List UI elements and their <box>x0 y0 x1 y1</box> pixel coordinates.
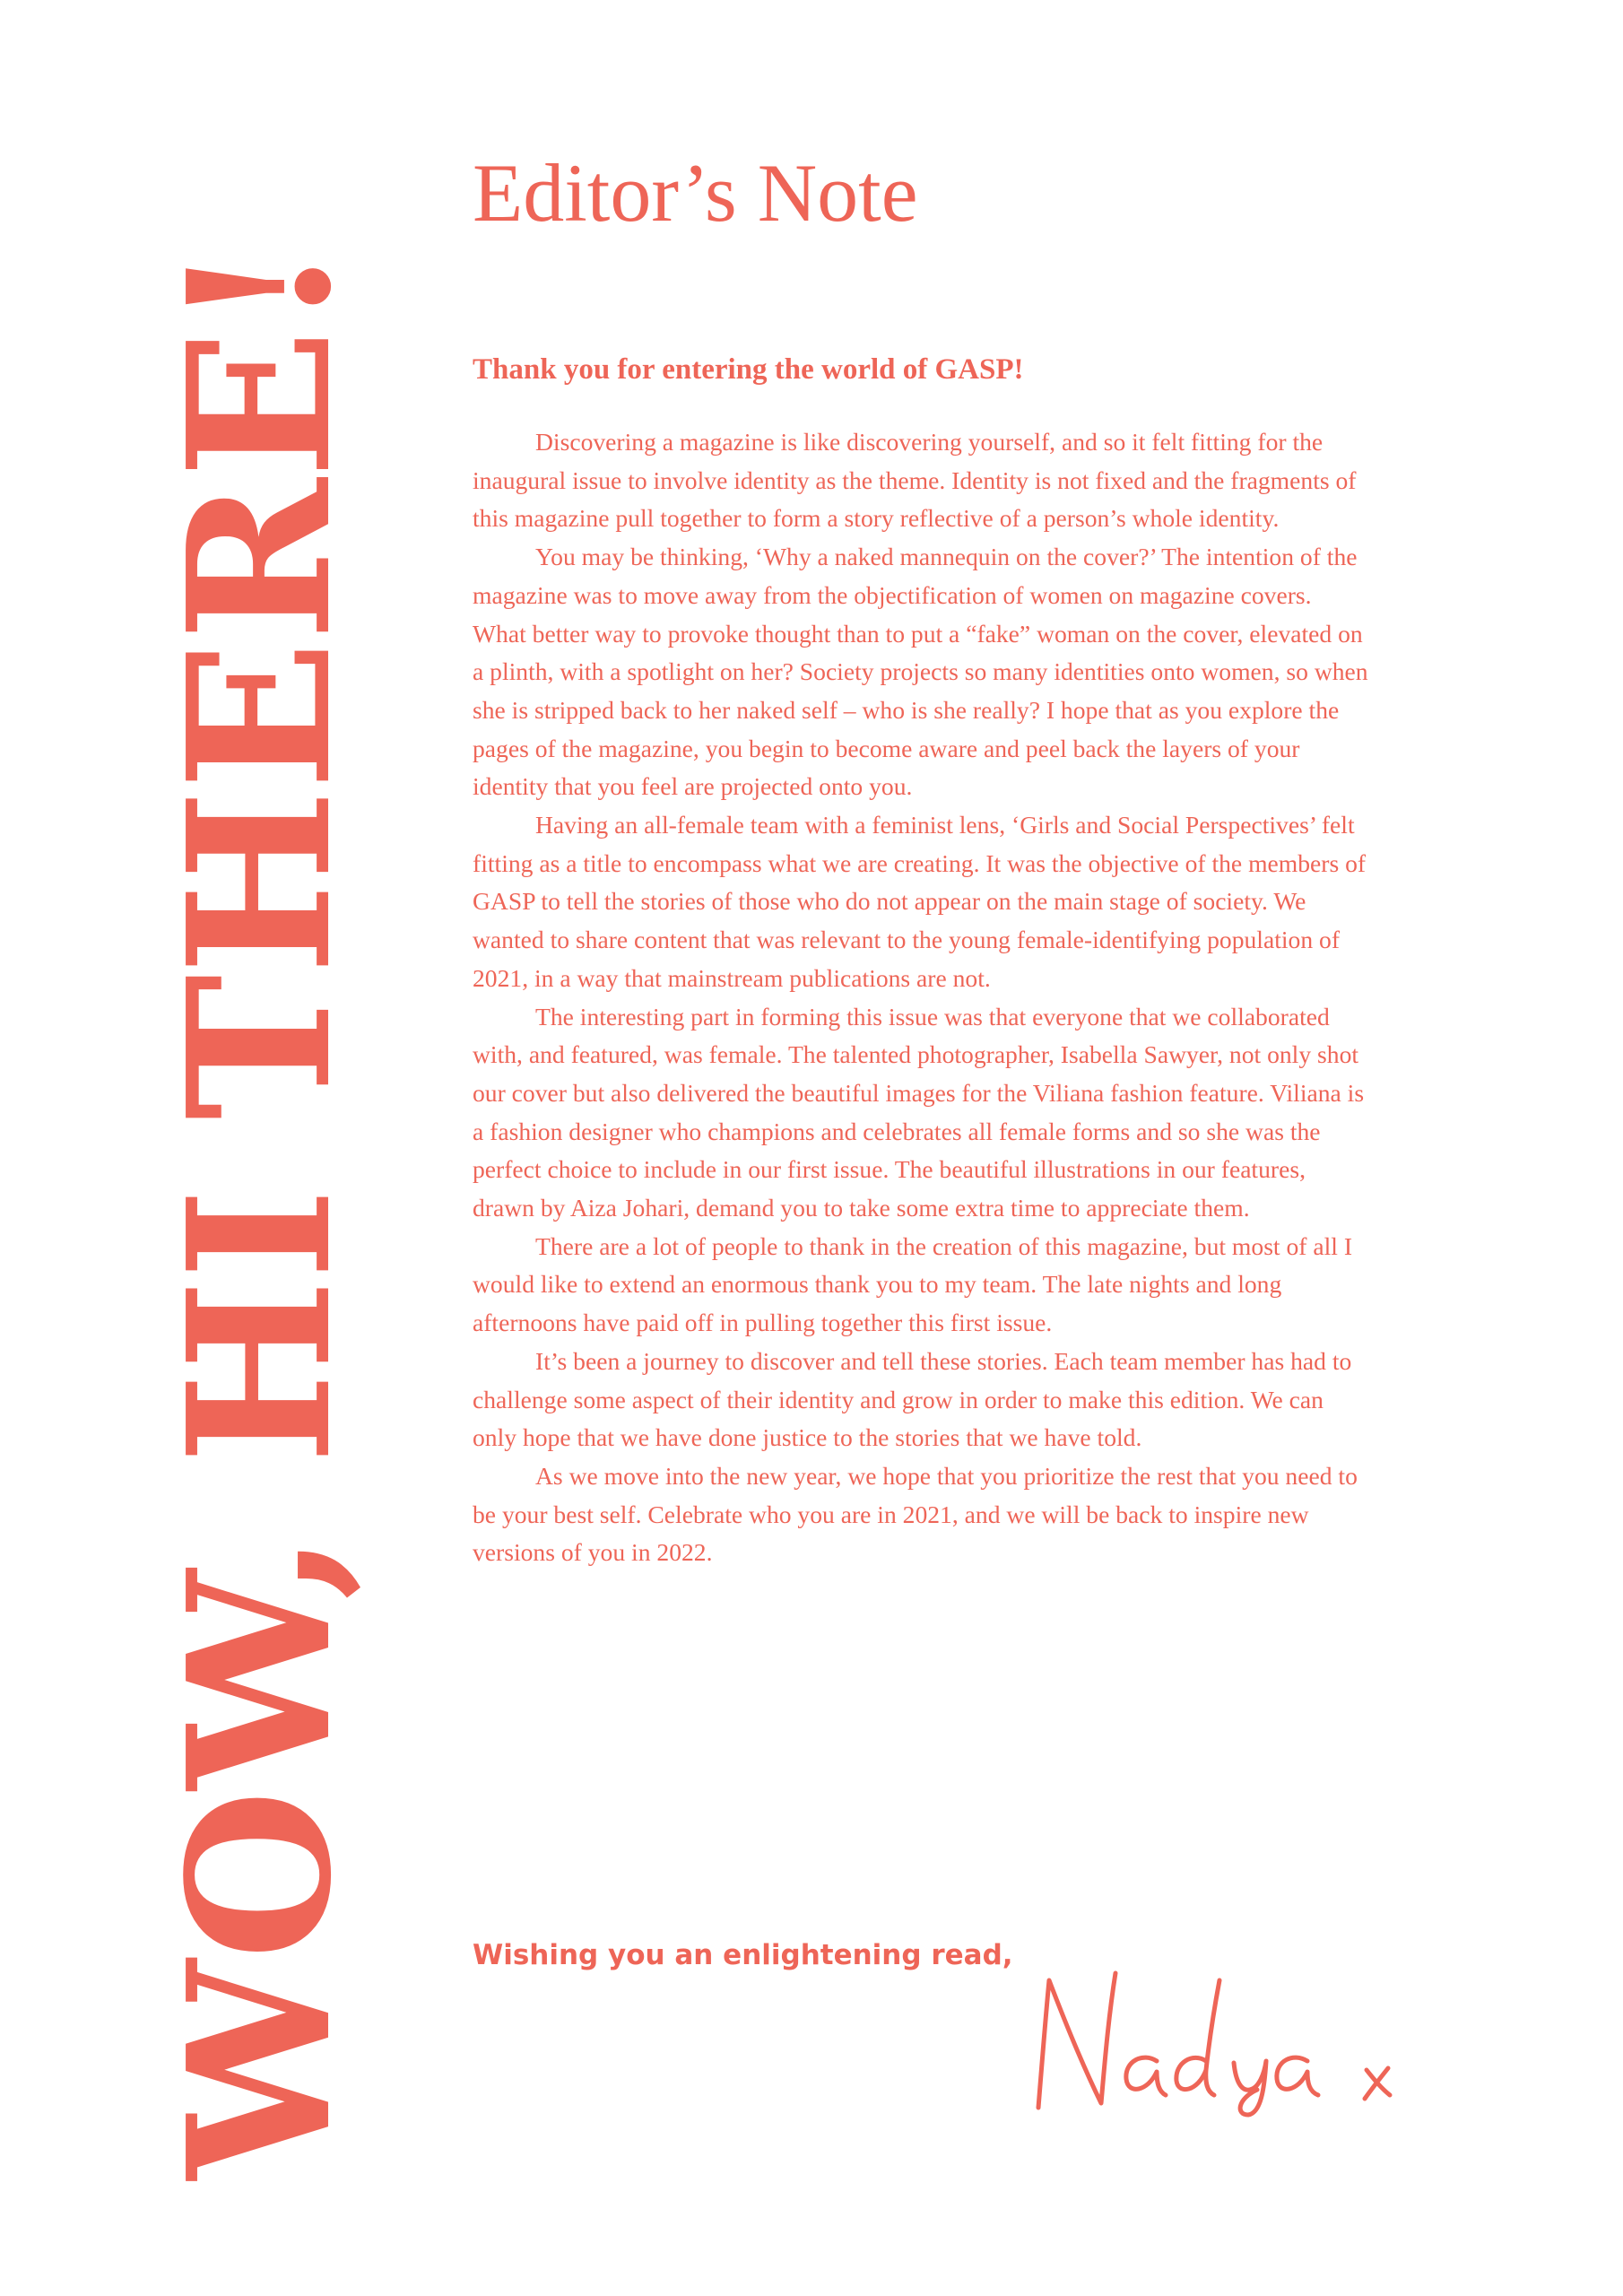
signature-graphic <box>1022 1955 1417 2117</box>
closing-line: Wishing you an enlightening read, <box>473 1939 1013 1971</box>
paragraph: It’s been a journey to discover and tell these stories. Each team member has had to challenge some aspect of their identity and grow in order to make this edition. We can only hope that we have done justice to the stories that we have told. <box>473 1346 1352 1452</box>
signature <box>1022 1955 1417 2117</box>
paragraph: You may be thinking, ‘Why a naked mannequin on the cover?’ The intention of the magazine was to move away from the objectification of women on magazine covers. What better way to provoke thought than to put a “fake” woman on the cover, elevated on a plinth, with a spotlight on her? Society projects so many identities onto women, so when she is stripped back to her naked self – who is she really? I hope that as you explore the pages of the magazine, you begin to become aware and peel back the layers of your identity that you feel are projected onto you. <box>473 543 1368 801</box>
paragraph: Having an all-female team with a feminist lens, ‘Girls and Social Perspectives’ felt fitting as a title to encompass what we are creating. It was the objective of the members of GASP to tell the stories of those who do not appear on the main stage of society. We wanted to share content that was relevant to the young female-identifying population of 2021, in a way that mainstream publications are not. <box>473 811 1367 992</box>
paragraph: Discovering a magazine is like discovering yourself, and so it felt fitting for the inaugural issue to involve identity as the theme. Identity is not fixed and the fragments of this magazine pull together to form a story reflective of a person’s whole identity. <box>473 428 1357 533</box>
body-text <box>473 423 1369 1572</box>
editors-note-column <box>473 144 1369 1572</box>
paragraph: As we move into the new year, we hope that you prioritize the rest that you need to be your best self. Celebrate who you are in 2021, and we will be back to inspire new versions of you in 2022. <box>473 1461 1358 1567</box>
side-headline: WOW, HI THERE! <box>145 243 375 2179</box>
page-title: Editor’s Note <box>473 147 918 239</box>
intro-line: Thank you for entering the world of GASP! <box>473 353 1024 386</box>
side-headline-container <box>145 144 375 2179</box>
paragraph: There are a lot of people to thank in the creation of this magazine, but most of all I would like to extend an enormous thank you to my team. The late nights and long afternoons have paid off in pulling together this first issue. <box>473 1231 1353 1337</box>
paragraph: The interesting part in forming this issue was that everyone that we collaborated with, and featured, was female. The talented photographer, Isabella Sawyer, not only shot our cover but also delivered the beautiful images for the Viliana fashion feature. Viliana is a fashion designer who champions and celebrates all female forms and so she was the perfect choice to include in our first issue. The beautiful illustrations in our features, drawn by Aiza Johari, demand you to take some extra time to appreciate them. <box>473 1002 1365 1222</box>
